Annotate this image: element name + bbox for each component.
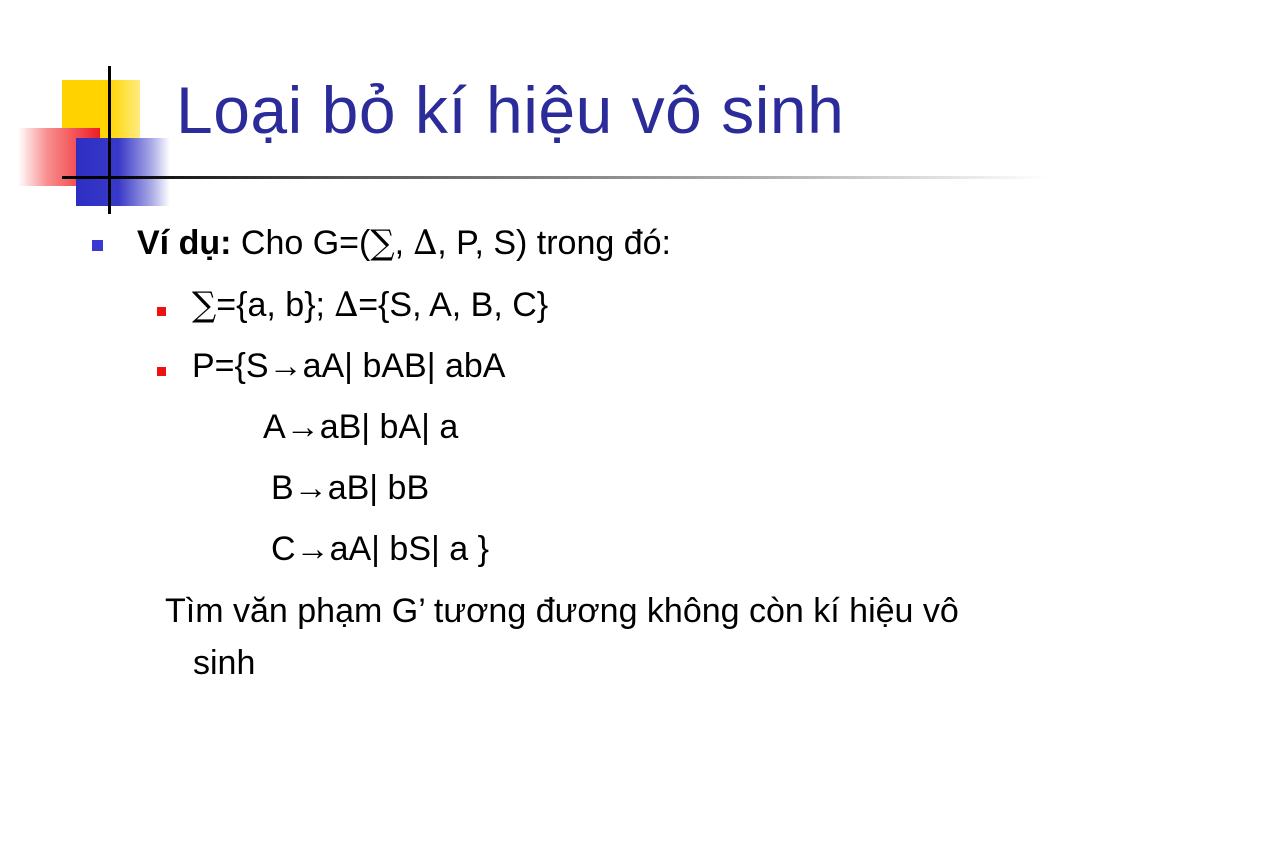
bullet-square-icon <box>92 240 103 251</box>
example-comma: , <box>394 224 414 262</box>
rule-lhs: B <box>271 469 294 507</box>
rule-rhs: aB| bB <box>327 469 430 507</box>
production-rule <box>263 407 458 447</box>
alphabet-line <box>192 285 548 325</box>
delta-set: ={S, A, B, C} <box>358 286 549 324</box>
task-text-line2: sinh <box>193 644 256 682</box>
rule-lhs: P={S <box>192 347 269 385</box>
production-rule <box>271 468 429 508</box>
decor-blue-square <box>76 138 170 206</box>
arrow-icon: → <box>295 530 330 568</box>
bullet-square-icon <box>157 367 166 376</box>
example-label: Ví dụ: <box>137 224 232 262</box>
production-rule <box>271 529 489 569</box>
rule-rhs: aB| bA| a <box>319 408 459 446</box>
task-text-line1: Tìm văn phạm G’ tương đương không còn kí hiệu vô <box>165 592 959 630</box>
production-rule <box>192 346 505 386</box>
arrow-icon: → <box>293 469 328 507</box>
title-underline <box>108 176 1048 179</box>
title-decoration <box>0 0 200 220</box>
example-intro-suffix: , P, S) trong đó: <box>437 224 671 262</box>
decor-vertical-line <box>108 66 111 214</box>
bullet-square-icon <box>157 307 166 316</box>
example-line <box>137 223 671 263</box>
rule-rhs: aA| bS| a } <box>329 530 490 568</box>
arrow-icon: → <box>268 347 303 385</box>
arrow-icon: → <box>285 408 320 446</box>
example-intro-prefix: Cho G=( <box>231 224 371 262</box>
rule-lhs: C <box>271 530 296 568</box>
rule-rhs: aA| bAB| abA <box>302 347 506 385</box>
sigma-symbol: ∑ <box>370 223 395 263</box>
sigma-symbol: ∑ <box>192 285 217 325</box>
sigma-set: ={a, b}; <box>216 286 335 324</box>
delta-symbol: ∆ <box>334 285 359 325</box>
slide-title: Loại bỏ kí hiệu vô sinh <box>176 73 845 147</box>
delta-symbol: ∆ <box>413 223 438 263</box>
rule-lhs: A <box>263 408 286 446</box>
